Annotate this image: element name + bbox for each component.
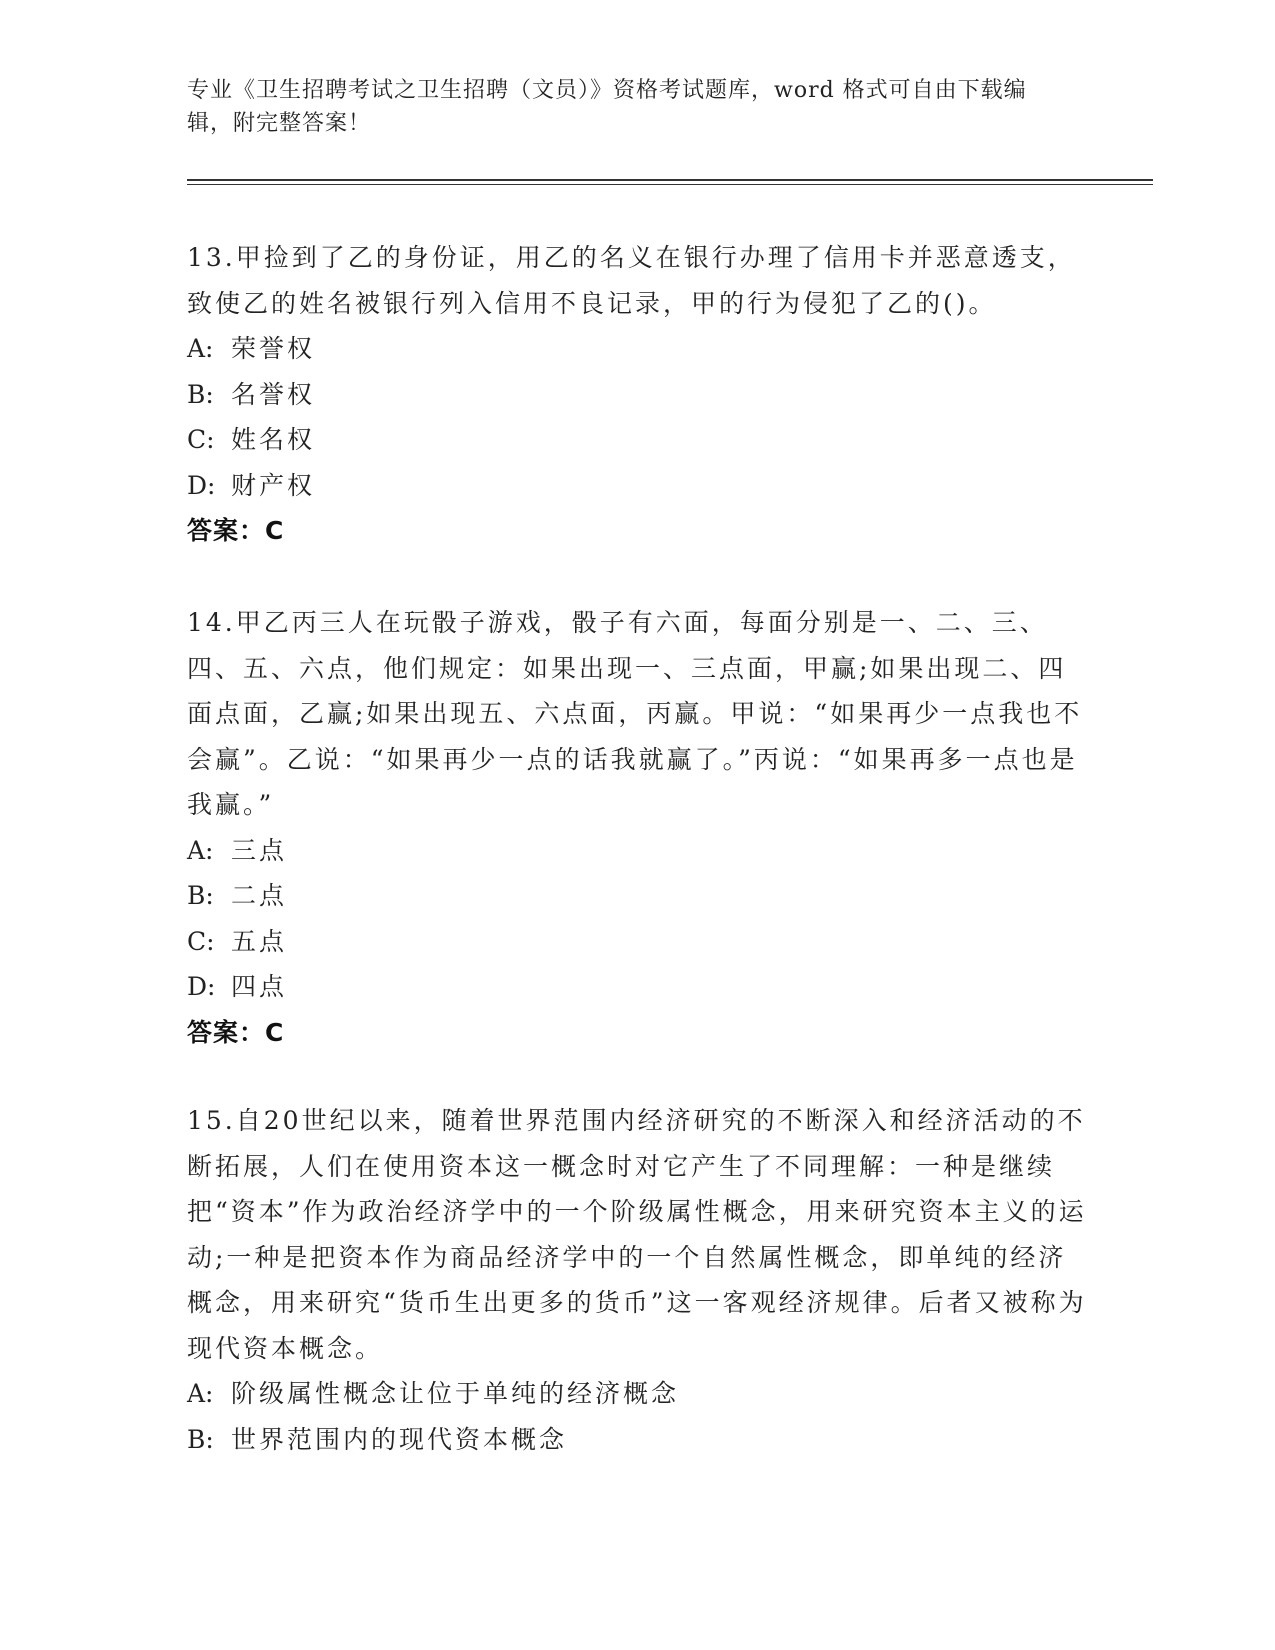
- option-c: [187, 417, 1087, 463]
- option-d: [187, 463, 1087, 509]
- document-intro: 专业《卫生招聘考试之卫生招聘（文员）》资格考试题库，word 格式可自由下载编辑，附完整答案！: [187, 78, 1027, 136]
- question-15: [187, 1098, 1087, 1462]
- question-text: 15.自20世纪以来，随着世界范围内经济研究的不断深入和经济活动的不断拓展，人们在使用资本这一概念时对它产生了不同理解：一种是继续把“资本”作为政治经济学中的一个阶级属性概念，用来研究资本主义的运动;一种是把资本作为商品经济学中的一个自然属性概念，即单纯的经济概念，用来研究“货币生出更多的货币”这一客观经济规律。后者又被称为现代资本概念。: [187, 1106, 1087, 1363]
- option-letter: D:: [187, 972, 216, 1001]
- option-text: 财产权: [231, 470, 316, 500]
- option-letter: C:: [187, 425, 215, 454]
- option-text: 荣誉权: [231, 334, 316, 363]
- option-letter: C:: [187, 926, 215, 956]
- option-text: 三点: [231, 835, 288, 865]
- question-13: [187, 235, 1087, 554]
- option-a: [187, 828, 1087, 874]
- option-text: 名誉权: [231, 379, 316, 409]
- option-letter: B:: [187, 1424, 214, 1454]
- option-text: 世界范围内的现代资本概念: [231, 1424, 568, 1454]
- option-letter: D:: [187, 470, 216, 500]
- answer-line: 答案：C: [187, 1017, 285, 1047]
- option-a: [187, 326, 1087, 372]
- question-14: [187, 600, 1087, 1055]
- option-letter: B:: [187, 379, 214, 409]
- option-letter: A:: [187, 334, 214, 363]
- option-letter: A:: [187, 835, 214, 865]
- header-divider-thin: [187, 184, 1153, 185]
- answer-line: 答案：C: [187, 516, 285, 545]
- option-c: [187, 919, 1087, 965]
- option-text: 姓名权: [231, 425, 316, 454]
- option-text: 二点: [231, 881, 288, 910]
- option-a: [187, 1371, 1087, 1417]
- option-d: [187, 964, 1087, 1010]
- option-letter: B:: [187, 881, 214, 910]
- option-b: [187, 873, 1087, 919]
- option-b: [187, 372, 1087, 418]
- option-letter: A:: [187, 1379, 214, 1408]
- option-b: [187, 1417, 1087, 1463]
- option-text: 五点: [231, 926, 288, 956]
- header-divider: [187, 179, 1153, 181]
- question-text: 14.甲乙丙三人在玩骰子游戏，骰子有六面，每面分别是一、二、三、四、五、六点，他们规定：如果出现一、三点面，甲赢;如果出现二、四面点面，乙赢;如果出现五、六点面，丙赢。甲说：“如果再少一点我也不会赢”。乙说：“如果再少一点的话我就赢了。”丙说：“如果再多一点也是我赢。”: [187, 608, 1083, 819]
- option-text: 阶级属性概念让位于单纯的经济概念: [231, 1379, 680, 1408]
- option-text: 四点: [231, 972, 288, 1001]
- question-text: 13.甲捡到了乙的身份证，用乙的名义在银行办理了信用卡并恶意透支，致使乙的姓名被银行列入信用不良记录，甲的行为侵犯了乙的()。: [187, 243, 1076, 318]
